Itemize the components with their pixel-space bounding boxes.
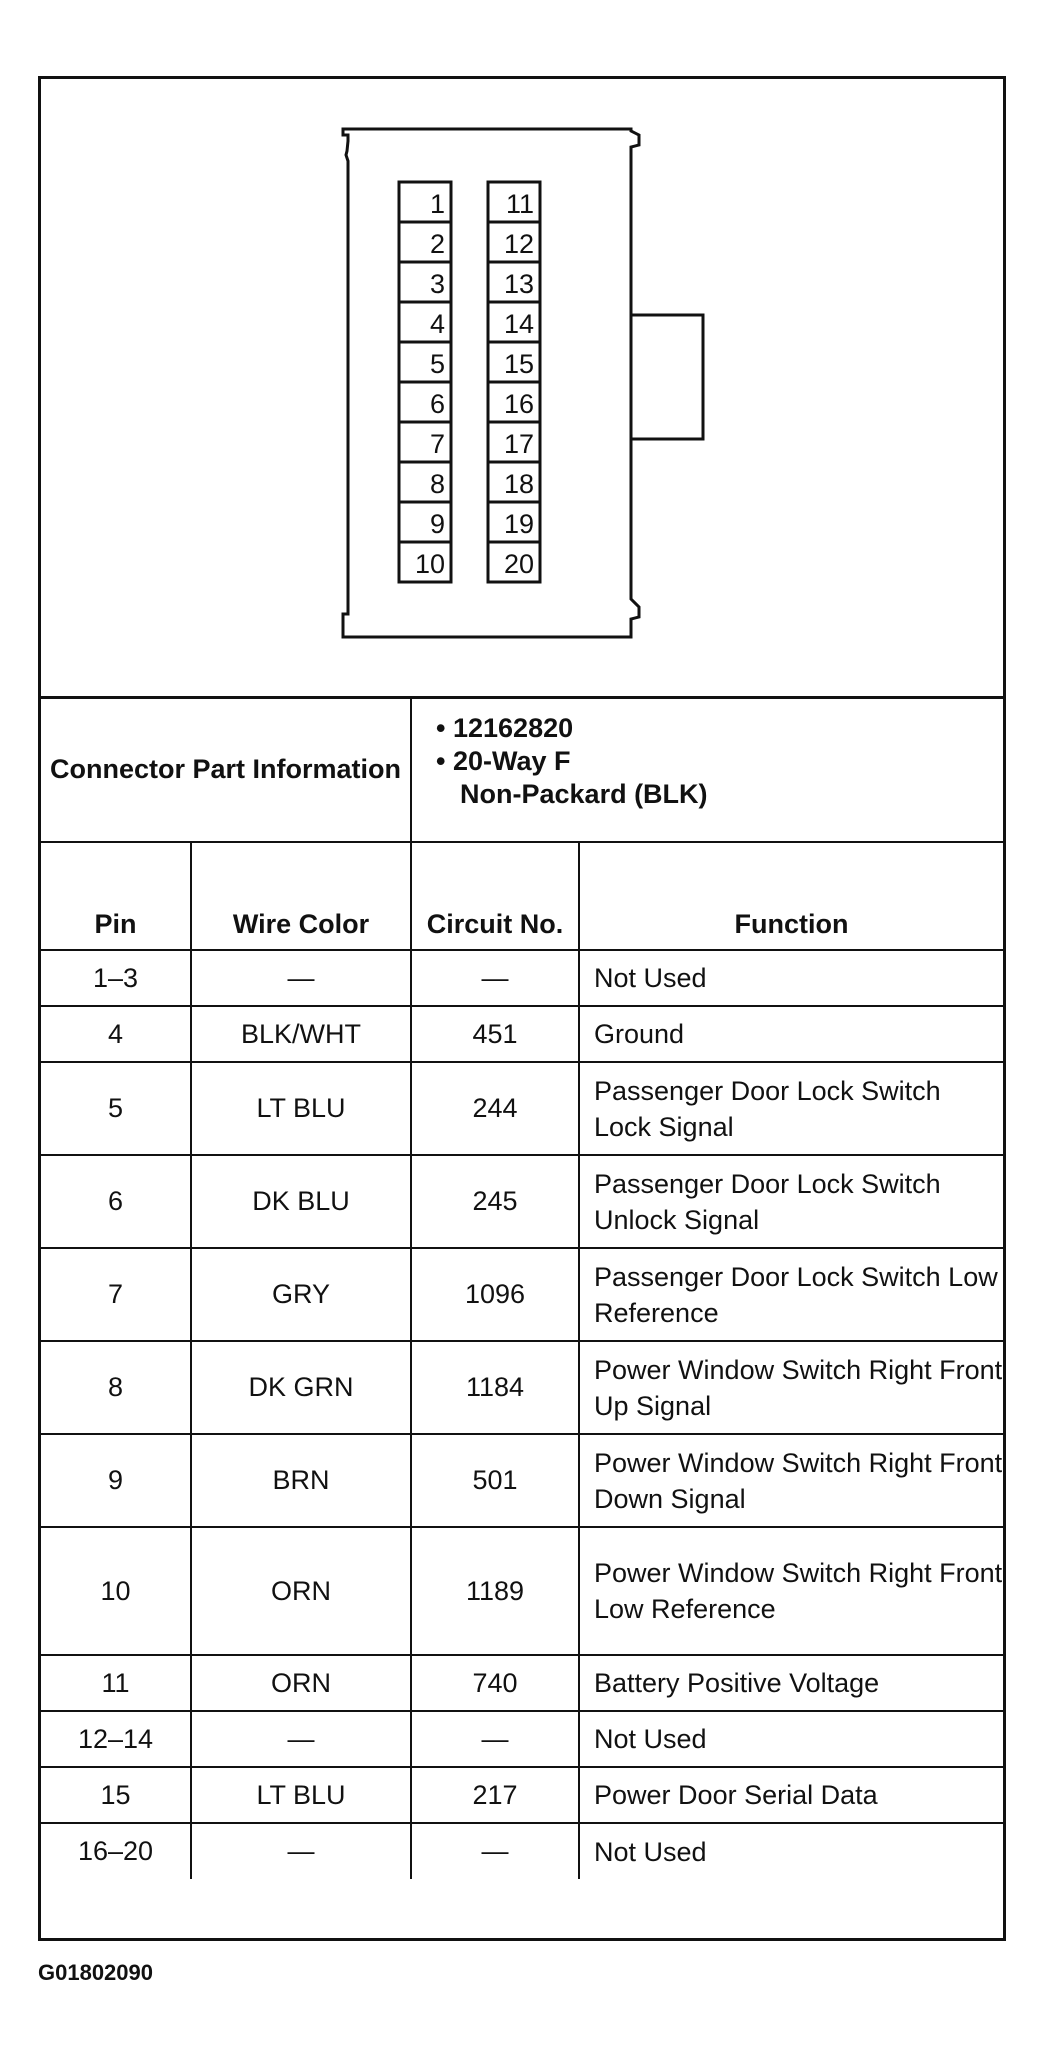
wire-color-cell: DK BLU bbox=[191, 1155, 411, 1248]
function-cell: Power Window Switch Right Front Down Signal bbox=[579, 1434, 1003, 1527]
function-cell: Power Window Switch Right Front Up Signal bbox=[579, 1341, 1003, 1434]
pin-number-label: 12 bbox=[503, 229, 534, 259]
wire-color-cell: BLK/WHT bbox=[191, 1006, 411, 1062]
function-cell: Battery Positive Voltage bbox=[579, 1655, 1003, 1711]
table-header-row bbox=[41, 842, 1003, 950]
part-number: 12162820 bbox=[452, 713, 574, 743]
circuit-no-cell: 1096 bbox=[411, 1248, 579, 1341]
wire-color-cell: LT BLU bbox=[191, 1062, 411, 1155]
connector-diagram bbox=[41, 79, 1003, 699]
part-info-row bbox=[41, 697, 1003, 842]
pin-number-label: 4 bbox=[429, 309, 445, 339]
part-number-line: • 12162820 bbox=[436, 713, 574, 743]
pin-number-label: 19 bbox=[503, 509, 534, 539]
pin-number-label: 2 bbox=[429, 229, 445, 259]
part-info-label: Connector Part Information bbox=[41, 697, 411, 842]
table-row bbox=[41, 1823, 1003, 1879]
pinout-table bbox=[41, 696, 1003, 1879]
pin-number-label: 18 bbox=[503, 469, 534, 499]
circuit-no-cell: 451 bbox=[411, 1006, 579, 1062]
pin-number-label: 5 bbox=[429, 349, 445, 379]
pin-cell: 5 bbox=[41, 1062, 191, 1155]
header-function: Function bbox=[579, 842, 1003, 950]
pin-number-label: 14 bbox=[503, 309, 534, 339]
circuit-no-cell: 740 bbox=[411, 1655, 579, 1711]
pin-number-label: 8 bbox=[429, 469, 445, 499]
circuit-no-cell: 1189 bbox=[411, 1527, 579, 1655]
circuit-no-cell: 217 bbox=[411, 1767, 579, 1823]
wire-color-cell: — bbox=[191, 1711, 411, 1767]
pin-number-label: 16 bbox=[503, 389, 534, 419]
function-cell: Passenger Door Lock Switch Lock Signal bbox=[579, 1062, 1003, 1155]
wire-color-cell: — bbox=[191, 950, 411, 1006]
table-row bbox=[41, 1434, 1003, 1527]
pin-number-label: 6 bbox=[429, 389, 445, 419]
pin-number-label: 1 bbox=[429, 189, 445, 219]
table-row bbox=[41, 1655, 1003, 1711]
wire-color-cell: DK GRN bbox=[191, 1341, 411, 1434]
table-row bbox=[41, 1527, 1003, 1655]
table-row bbox=[41, 1341, 1003, 1434]
description-line: • 20-Way F bbox=[436, 746, 571, 776]
circuit-no-cell: 244 bbox=[411, 1062, 579, 1155]
connector-outline bbox=[41, 79, 1003, 696]
table-row bbox=[41, 950, 1003, 1006]
pin-number-label: 3 bbox=[429, 269, 445, 299]
pin-cell: 4 bbox=[41, 1006, 191, 1062]
circuit-no-cell: 1184 bbox=[411, 1341, 579, 1434]
pin-number-label: 7 bbox=[429, 429, 445, 459]
function-cell: Not Used bbox=[579, 950, 1003, 1006]
circuit-no-cell: — bbox=[411, 1823, 579, 1879]
function-cell: Ground bbox=[579, 1006, 1003, 1062]
wire-color-cell: — bbox=[191, 1823, 411, 1879]
pin-cell: 11 bbox=[41, 1655, 191, 1711]
circuit-no-cell: 501 bbox=[411, 1434, 579, 1527]
pin-number-label: 15 bbox=[503, 349, 534, 379]
circuit-no-cell: — bbox=[411, 1711, 579, 1767]
function-cell: Power Door Serial Data bbox=[579, 1767, 1003, 1823]
pin-number-label: 13 bbox=[503, 269, 534, 299]
pin-number-label: 9 bbox=[429, 509, 445, 539]
pin-number-label: 20 bbox=[503, 549, 534, 579]
table-row bbox=[41, 1711, 1003, 1767]
header-wire-color: Wire Color bbox=[191, 842, 411, 950]
pin-number-label: 10 bbox=[414, 549, 445, 579]
pin-cell: 12–14 bbox=[41, 1711, 191, 1767]
wire-color-cell: BRN bbox=[191, 1434, 411, 1527]
table-row bbox=[41, 1155, 1003, 1248]
pin-number-label: 11 bbox=[505, 189, 534, 219]
pin-cell: 9 bbox=[41, 1434, 191, 1527]
function-cell: Passenger Door Lock Switch Unlock Signal bbox=[579, 1155, 1003, 1248]
pin-cell: 6 bbox=[41, 1155, 191, 1248]
figure-id: G01802090 bbox=[38, 1960, 153, 1985]
header-pin: Pin bbox=[41, 842, 191, 950]
wire-color-cell: ORN bbox=[191, 1527, 411, 1655]
table-row bbox=[41, 1248, 1003, 1341]
wire-color-cell: ORN bbox=[191, 1655, 411, 1711]
pin-cell: 1–3 bbox=[41, 950, 191, 1006]
pin-cell: 10 bbox=[41, 1527, 191, 1655]
wire-color-cell: GRY bbox=[191, 1248, 411, 1341]
table-row bbox=[41, 1062, 1003, 1155]
part-info-values bbox=[411, 697, 1003, 842]
function-cell: Power Window Switch Right Front Low Reference bbox=[579, 1527, 1003, 1655]
header-circuit-no: Circuit No. bbox=[411, 842, 579, 950]
wire-color-cell: LT BLU bbox=[191, 1767, 411, 1823]
circuit-no-cell: 245 bbox=[411, 1155, 579, 1248]
function-cell: Passenger Door Lock Switch Low Reference bbox=[579, 1248, 1003, 1341]
table-row bbox=[41, 1006, 1003, 1062]
function-cell: Not Used bbox=[579, 1823, 1003, 1879]
pin-cell: 8 bbox=[41, 1341, 191, 1434]
table-row bbox=[41, 1767, 1003, 1823]
part-description-2: Non-Packard (BLK) bbox=[460, 779, 708, 809]
circuit-no-cell: — bbox=[411, 950, 579, 1006]
pin-cell: 7 bbox=[41, 1248, 191, 1341]
pin-number-label: 17 bbox=[503, 429, 534, 459]
part-description-1: 20-Way F bbox=[452, 746, 571, 776]
pin-cell: 16–20 bbox=[41, 1823, 191, 1879]
function-cell: Not Used bbox=[579, 1711, 1003, 1767]
connector-sheet bbox=[38, 76, 1006, 1941]
pin-cell: 15 bbox=[41, 1767, 191, 1823]
